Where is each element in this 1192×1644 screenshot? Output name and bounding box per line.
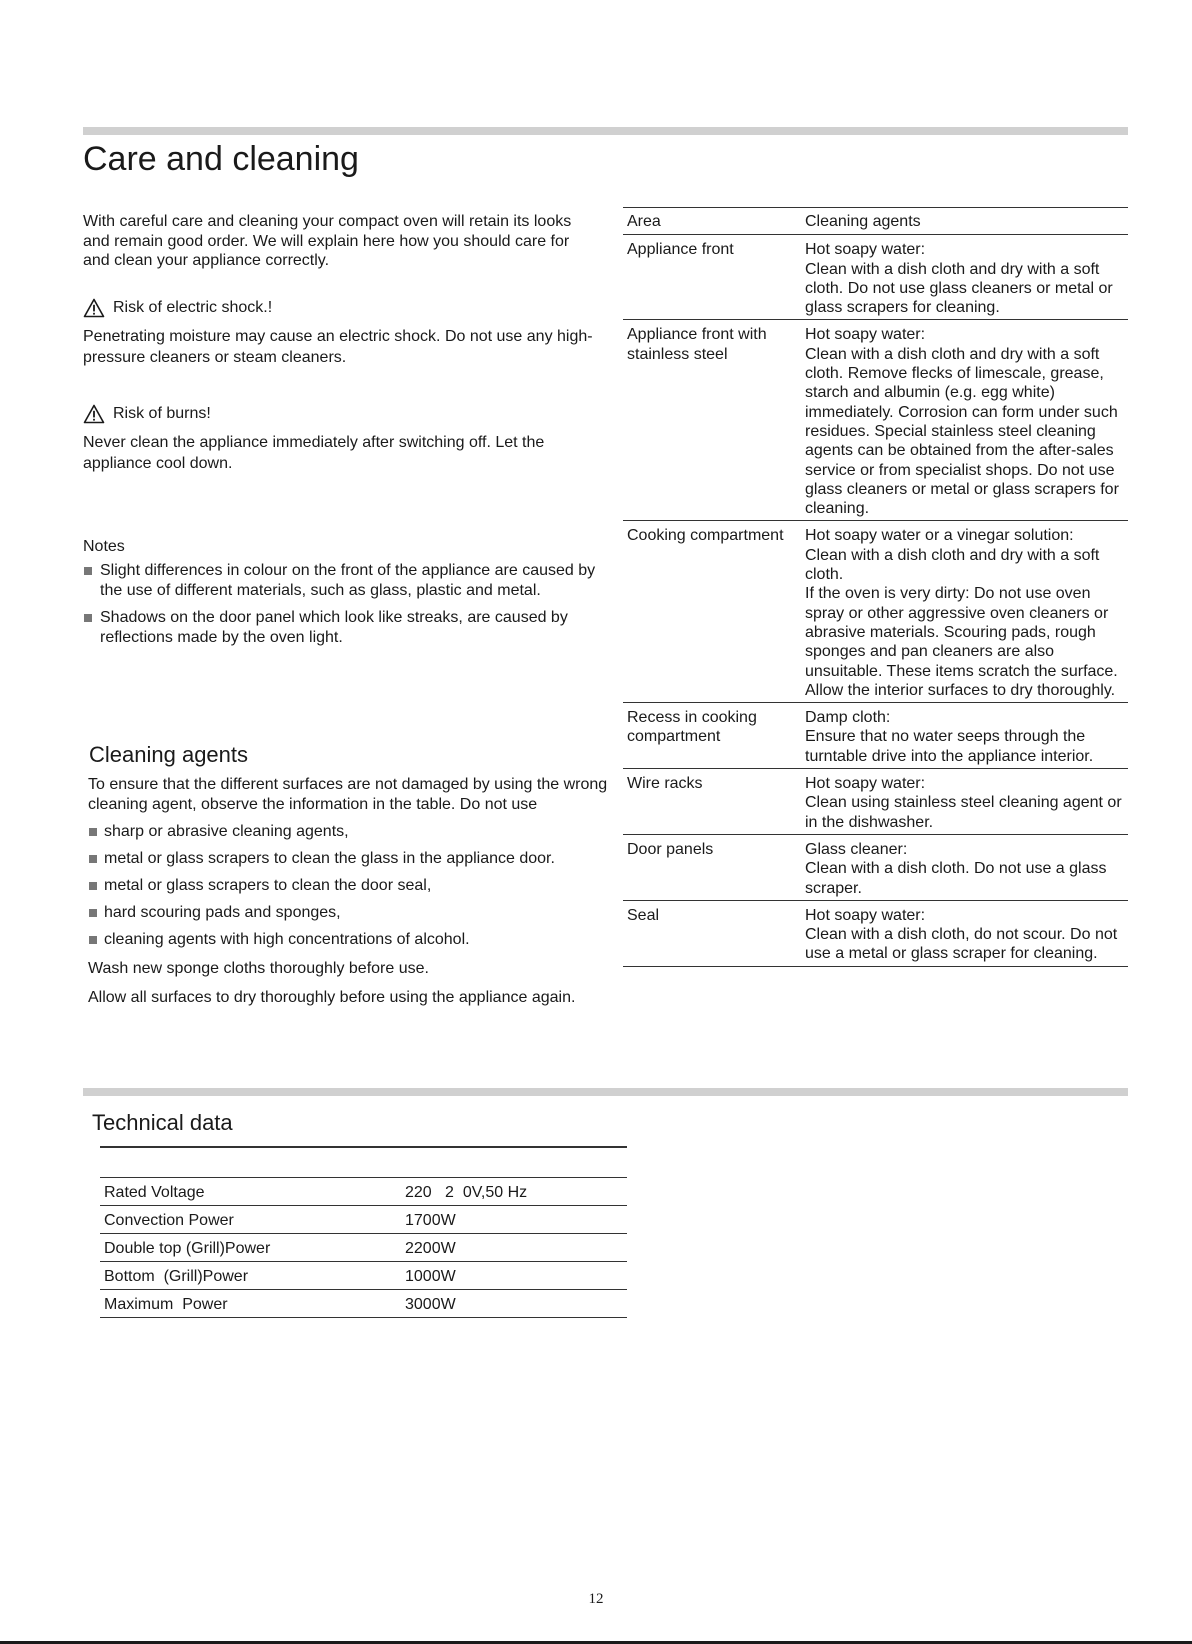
agent-cell xyxy=(801,900,1128,966)
technical-data-title: Technical data xyxy=(92,1110,233,1135)
intro-paragraph: With careful care and cleaning your compact oven will retain its looks and remain good order. We will explain here how you should care for and clean your appliance correctly. xyxy=(83,213,572,269)
avoid-item xyxy=(88,876,608,896)
area-cell: Appliance front xyxy=(623,235,801,320)
agent-name: Hot soapy water or a vinegar solution: xyxy=(805,527,1074,545)
note-item xyxy=(83,608,603,647)
square-bullet-icon xyxy=(84,567,92,575)
agent-detail: Ensure that no water seeps through the turntable drive into the appliance interior. xyxy=(805,728,1094,765)
square-bullet-icon xyxy=(89,936,97,944)
agent-name: Glass cleaner: xyxy=(805,840,908,858)
avoid-text: hard scouring pads and sponges, xyxy=(104,904,341,921)
notes-section xyxy=(83,537,603,655)
column-header-area: Area xyxy=(623,208,801,235)
agent-detail: Clean with a dish cloth and dry with a soft cloth. xyxy=(805,546,1100,584)
spec-value: 1000W xyxy=(401,1262,627,1290)
cleaning-agents-title: Cleaning agents xyxy=(89,742,249,767)
agent-cell xyxy=(801,703,1128,769)
avoid-item xyxy=(88,822,608,842)
note-text: Slight differences in colour on the front of the appliance are caused by the use of different materials, such as glass, plastic and metal. xyxy=(100,562,596,599)
cleaning-agents-intro: To ensure that the different surfaces are not damaged by using the wrong cleaning agent, observe the information in the table. Do not use xyxy=(88,776,608,813)
page-title: Care and cleaning xyxy=(83,140,359,178)
square-bullet-icon xyxy=(89,909,97,917)
table-row xyxy=(100,1178,627,1206)
table-row xyxy=(623,235,1128,320)
warning-electric-shock xyxy=(83,298,603,368)
warning-triangle-icon xyxy=(83,404,105,424)
note-item xyxy=(83,561,603,600)
warning-text: Never clean the appliance immediately after switching off. Let the appliance cool down. xyxy=(83,434,545,472)
area-cell: Wire racks xyxy=(623,769,801,835)
warning-text: Penetrating moisture may cause an electric shock. Do not use any high-pressure cleaners or steam cleaners. xyxy=(83,328,593,366)
spec-label: Rated Voltage xyxy=(100,1178,401,1206)
agent-detail: Clean with a dish cloth, do not scour. Do not use a metal or glass scraper for cleaning. xyxy=(805,926,1118,963)
agent-name: Hot soapy water: xyxy=(805,326,926,344)
section-divider-technical xyxy=(83,1088,1128,1096)
agent-name: Hot soapy water: xyxy=(805,241,926,259)
table-row xyxy=(623,703,1128,769)
square-bullet-icon xyxy=(84,614,92,622)
spec-value: 1700W xyxy=(401,1206,627,1234)
agent-cell xyxy=(801,320,1128,521)
avoid-text: cleaning agents with high concentrations of alcohol. xyxy=(104,931,470,948)
table-header-row xyxy=(623,208,1128,235)
agent-cell xyxy=(801,769,1128,835)
avoid-item xyxy=(88,849,608,869)
spec-value: 2200W xyxy=(401,1234,627,1262)
spec-label: Maximum Power xyxy=(100,1290,401,1318)
table-row xyxy=(623,834,1128,900)
spec-value: 3000W xyxy=(401,1290,627,1318)
avoid-item xyxy=(88,930,608,950)
section-divider-top xyxy=(83,127,1128,135)
table-row xyxy=(623,521,1128,703)
technical-table-rule xyxy=(100,1146,627,1148)
table-row xyxy=(623,320,1128,521)
square-bullet-icon xyxy=(89,882,97,890)
agent-name: Hot soapy water: xyxy=(805,775,926,793)
warning-heading xyxy=(83,298,603,318)
table-row xyxy=(100,1290,627,1318)
notes-title: Notes xyxy=(83,538,125,555)
table-row xyxy=(100,1262,627,1290)
agent-detail: Clean with a dish cloth and dry with a soft cloth. Remove flecks of limescale, grease, starch and albumin (e.g. egg white) immediately. Corrosion can form under such residues. Special stainless steel cleaning agents can be obtained from the after-sales service or from specialist shops. Do not use glass cleaners or metal or glass scrapers for cleaning. xyxy=(805,345,1119,518)
warning-burns xyxy=(83,404,603,474)
sponge-note: Wash new sponge cloths thoroughly before use. xyxy=(88,960,429,977)
spec-label: Convection Power xyxy=(100,1206,401,1234)
spec-value: 220 2 0V,50 Hz xyxy=(401,1178,627,1206)
agent-detail: Clean with a dish cloth and dry with a soft cloth. Do not use glass cleaners or metal or glass scrapers for cleaning. xyxy=(805,260,1113,317)
agent-name: Damp cloth: xyxy=(805,709,891,727)
spec-label: Bottom (Grill)Power xyxy=(100,1262,401,1290)
page-number: 12 xyxy=(588,1591,604,1607)
agent-detail: Clean with a dish cloth. Do not use a glass scraper. xyxy=(805,860,1107,897)
dry-note: Allow all surfaces to dry thoroughly before using the appliance again. xyxy=(88,988,576,1006)
agent-cell xyxy=(801,834,1128,900)
agent-detail: Clean using stainless steel cleaning agent or in the dishwasher. xyxy=(805,794,1122,831)
area-cell: Cooking compartment xyxy=(623,521,801,703)
agent-cell xyxy=(801,235,1128,320)
agent-cell xyxy=(801,521,1128,703)
warning-heading-text: Risk of electric shock.! xyxy=(113,299,273,316)
table-row xyxy=(100,1234,627,1262)
cleaning-table xyxy=(623,207,1128,967)
spec-label: Double top (Grill)Power xyxy=(100,1234,401,1262)
area-cell: Recess in cooking compartment xyxy=(623,703,801,769)
avoid-text: metal or glass scrapers to clean the door seal, xyxy=(104,877,432,894)
table-row xyxy=(623,769,1128,835)
area-cell: Appliance front with stainless steel xyxy=(623,320,801,521)
square-bullet-icon xyxy=(89,855,97,863)
table-row xyxy=(623,900,1128,966)
warning-heading-text: Risk of burns! xyxy=(113,405,211,422)
agent-detail-extra: If the oven is very dirty: Do not use oven spray or other aggressive oven cleaners or abrasive materials. Scouring pads, rough sponges and pan cleaners are also unsuitable. These items scratch the surface. Allow the interior surfaces to dry thoroughly. xyxy=(805,585,1118,699)
avoid-text: sharp or abrasive cleaning agents, xyxy=(104,823,349,840)
area-cell: Door panels xyxy=(623,834,801,900)
agent-name: Hot soapy water: xyxy=(805,906,926,924)
note-text: Shadows on the door panel which look like streaks, are caused by reflections made by the oven light. xyxy=(100,609,568,646)
area-cell: Seal xyxy=(623,900,801,966)
warning-heading xyxy=(83,404,603,424)
avoid-item xyxy=(88,903,608,923)
avoid-text: metal or glass scrapers to clean the glass in the appliance door. xyxy=(104,850,555,867)
column-header-cleaning-agents: Cleaning agents xyxy=(801,208,1128,235)
square-bullet-icon xyxy=(89,828,97,836)
table-row xyxy=(100,1206,627,1234)
cleaning-agents-section xyxy=(88,775,608,1007)
technical-data-table xyxy=(100,1177,627,1318)
warning-triangle-icon xyxy=(83,298,105,318)
